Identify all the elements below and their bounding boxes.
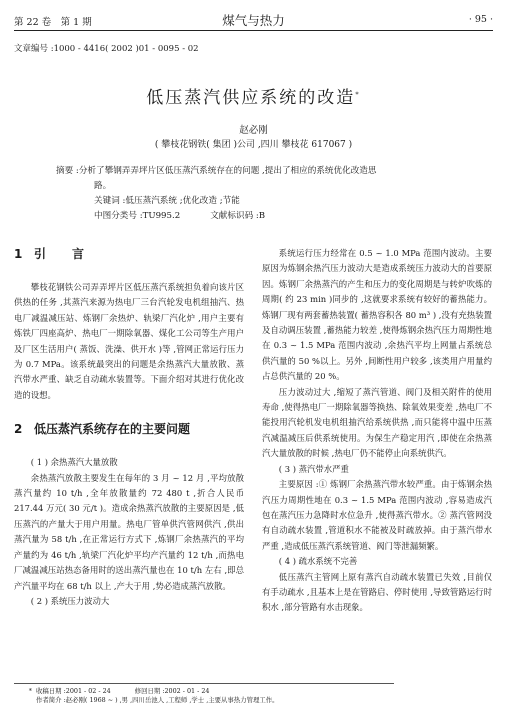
subsection-1-heading: ( 1 ) 余热蒸汽大量放散 bbox=[30, 457, 118, 468]
class-label: 中图分类号 : bbox=[94, 211, 143, 221]
abstract-text: 分析了攀钢弄弄坪片区低压蒸汽系统存在的问题 ,提出了相应的系统优化改造思 bbox=[78, 166, 377, 176]
abstract-row-cont: 路。 bbox=[94, 181, 112, 191]
volume-issue: 第 22 卷 第 1 期 bbox=[14, 17, 92, 28]
footnote-mark: * bbox=[28, 687, 32, 695]
revised-date: 2002 - 01 - 24 bbox=[164, 687, 210, 695]
footnote-dates bbox=[14, 687, 394, 696]
intro-paragraph: 攀枝花钢铁公司弄弄坪片区低压蒸汽系统担负着向该片区供热的任务 ,其蒸汽来源为热电厂三台汽轮发电机组抽汽、热电厂减温减压站、炼钢厂余热炉、轨梁厂汽化炉 ,用户主要有炼铁厂四座高炉、热电厂一期除氧器、煤化工公司等生产用户及厂区生活用户( 蒸饭、洗澡、供开水 )等 ,管网正常运行压力为 0.7 MPa。该系统最突出的问题是余热蒸汽大量放散、蒸汽带水严重、缺乏自动疏水装置等。下面介绍对其进行优化改造的设想。 bbox=[14, 282, 244, 400]
article-number: 文章编号 :1000 - 4416( 2002 )01 - 0095 - 02 bbox=[14, 44, 199, 54]
paper-title bbox=[0, 83, 507, 108]
footnote bbox=[14, 683, 394, 705]
title-footnote-mark: * bbox=[355, 90, 361, 99]
section-2-heading bbox=[14, 421, 244, 455]
keywords-text: 低压蒸汽系统 ;优化改造 ;节能 bbox=[125, 196, 240, 206]
left-column bbox=[14, 246, 244, 609]
section-1-title-a: 引 bbox=[34, 247, 47, 261]
abstract-block bbox=[56, 164, 467, 224]
section-2-number: 2 bbox=[14, 422, 23, 437]
footnote-author-bio: 作者简介 :赵必刚( 1968 ~ ) ,男 ,四川岳池人 ,工程师 ,学士 ,主要从事热力管理工作。 bbox=[36, 696, 279, 704]
section-2-title: 低压蒸汽系统存在的主要问题 bbox=[34, 422, 191, 437]
subsection-4-heading: ( 4 ) 疏水系统不完善 bbox=[278, 556, 358, 567]
classification-row bbox=[56, 209, 467, 224]
running-header bbox=[14, 10, 493, 31]
doc-code-label: 文献标识码 : bbox=[210, 211, 259, 221]
keywords-row bbox=[56, 194, 467, 209]
page-number: · 95 · bbox=[468, 14, 493, 25]
journal-name: 煤气与热力 bbox=[222, 13, 285, 28]
subsection-2-paragraph: 系统运行压力经常在 0.5 ~ 1.0 MPa 范围内波动。主要原因为炼钢余热汽压力波动大是造成系统压力波动大的首要原因。炼钢厂余热蒸汽的产生和压力的变化周期是与转炉吹炼的周期( 约 23 min )同步的 ,这就要求系统有较好的蓄热能力。炼钢厂现有两套蓄热装置( 蓄热容积各 80 m³ ) ,没有充热装置及自动调压装置 ,蓄热能力较差 ,使得炼钢余热汽压力周期性地在 0.3 ~ 1.5 MPa 范围内波动 ,余热汽平均上网量占系统总供汽量的 50 %以上。另外 ,间断性用户较多 ,该类用户用量约占总供汽量的 20 %。 bbox=[262, 248, 492, 382]
received-label: 收稿日期 : bbox=[36, 687, 66, 695]
author-affiliation: ( 攀枝花钢铁( 集团 )公司 ,四川 攀枝花 617067 ) bbox=[154, 140, 353, 150]
paper-title-text: 低压蒸汽供应系统的改造 bbox=[146, 88, 356, 108]
subsection-3-heading: ( 3 ) 蒸汽带水严重 bbox=[278, 463, 349, 474]
class-number: TU995.2 bbox=[142, 211, 181, 221]
abstract-row bbox=[56, 164, 467, 179]
section-1-title-b: 言 bbox=[72, 247, 85, 261]
right-column bbox=[262, 246, 492, 616]
subsection-3-paragraph: 主要原因 :① 炼钢厂余热蒸汽带水较严重。由于炼钢余热汽压力周期性地在 0.3 ~ 1.5 MPa 范围内波动 ,容易造成汽包在蒸汽压力急降时水位急升 ,使得蒸汽带水。② 蒸汽管网没有自动疏水装置 ,管道积水不能被及时疏放掉。由于蒸汽带水严重 ,造成低压蒸汽系统管道、阀门等泄漏频繁。 bbox=[262, 479, 492, 551]
revised-label: 修回日期 : bbox=[134, 687, 165, 695]
doc-code: B bbox=[258, 211, 266, 221]
subsection-4-paragraph: 低压蒸汽主管网上原有蒸汽自动疏水装置已失效 ,目前仅有手动疏水 ,且基本上是在管路启、停时使用 ,导致管路运行时积水 ,部分管路有水击现象。 bbox=[262, 571, 492, 613]
subsection-1-paragraph: 余热蒸汽放散主要发生在每年的 3 月 ~ 12 月 ,平均放散蒸汽量约 10 t/h ,全年放散量约 72 480 t ,折合人民币 217.44 万元( 30 元/t )。造成余热蒸汽放散的主要原因是 ,低压蒸汽的产量大于用户用量。热电厂管单供汽管网供汽 ,供出蒸汽量为 58 t/h ,在正常运行方式下 ,炼钢厂余热蒸汽的平均产量约为 46 t/h ,轨梁厂汽化炉平均产汽量约 12 t/h ,而热电厂减温减压站热态备用时的送出蒸汽量也在 10 t/h 左右 ,即总产汽量平均在 68 t/h 以上 ,产大于用 ,势必造成蒸汽放散。 bbox=[14, 472, 244, 591]
abstract-label: 摘要 : bbox=[56, 166, 79, 176]
section-1-heading bbox=[14, 246, 244, 280]
subsection-2-paragraph-2: 压力波动过大 ,缩短了蒸汽管道、阀门及相关附件的使用寿命 ,使得热电厂一期除氧器等换热、除氧效果变差 ,热电厂不能投用汽轮机发电机组抽汽给系统供热 ,而只能将中温中压蒸汽减温减压后供系统使用。为保生产稳定用汽 ,即使在余热蒸汽大量放散的时候 ,热电厂仍不能停止向系统供汽。 bbox=[262, 386, 492, 459]
author-name: 赵必刚 bbox=[239, 125, 268, 136]
section-1-number: 1 bbox=[14, 247, 23, 261]
keywords-label: 关键词 : bbox=[94, 196, 126, 206]
received-date: 2001 - 02 - 24 bbox=[65, 687, 111, 695]
subsection-2-heading: ( 2 ) 系统压力波动大 bbox=[30, 595, 110, 606]
